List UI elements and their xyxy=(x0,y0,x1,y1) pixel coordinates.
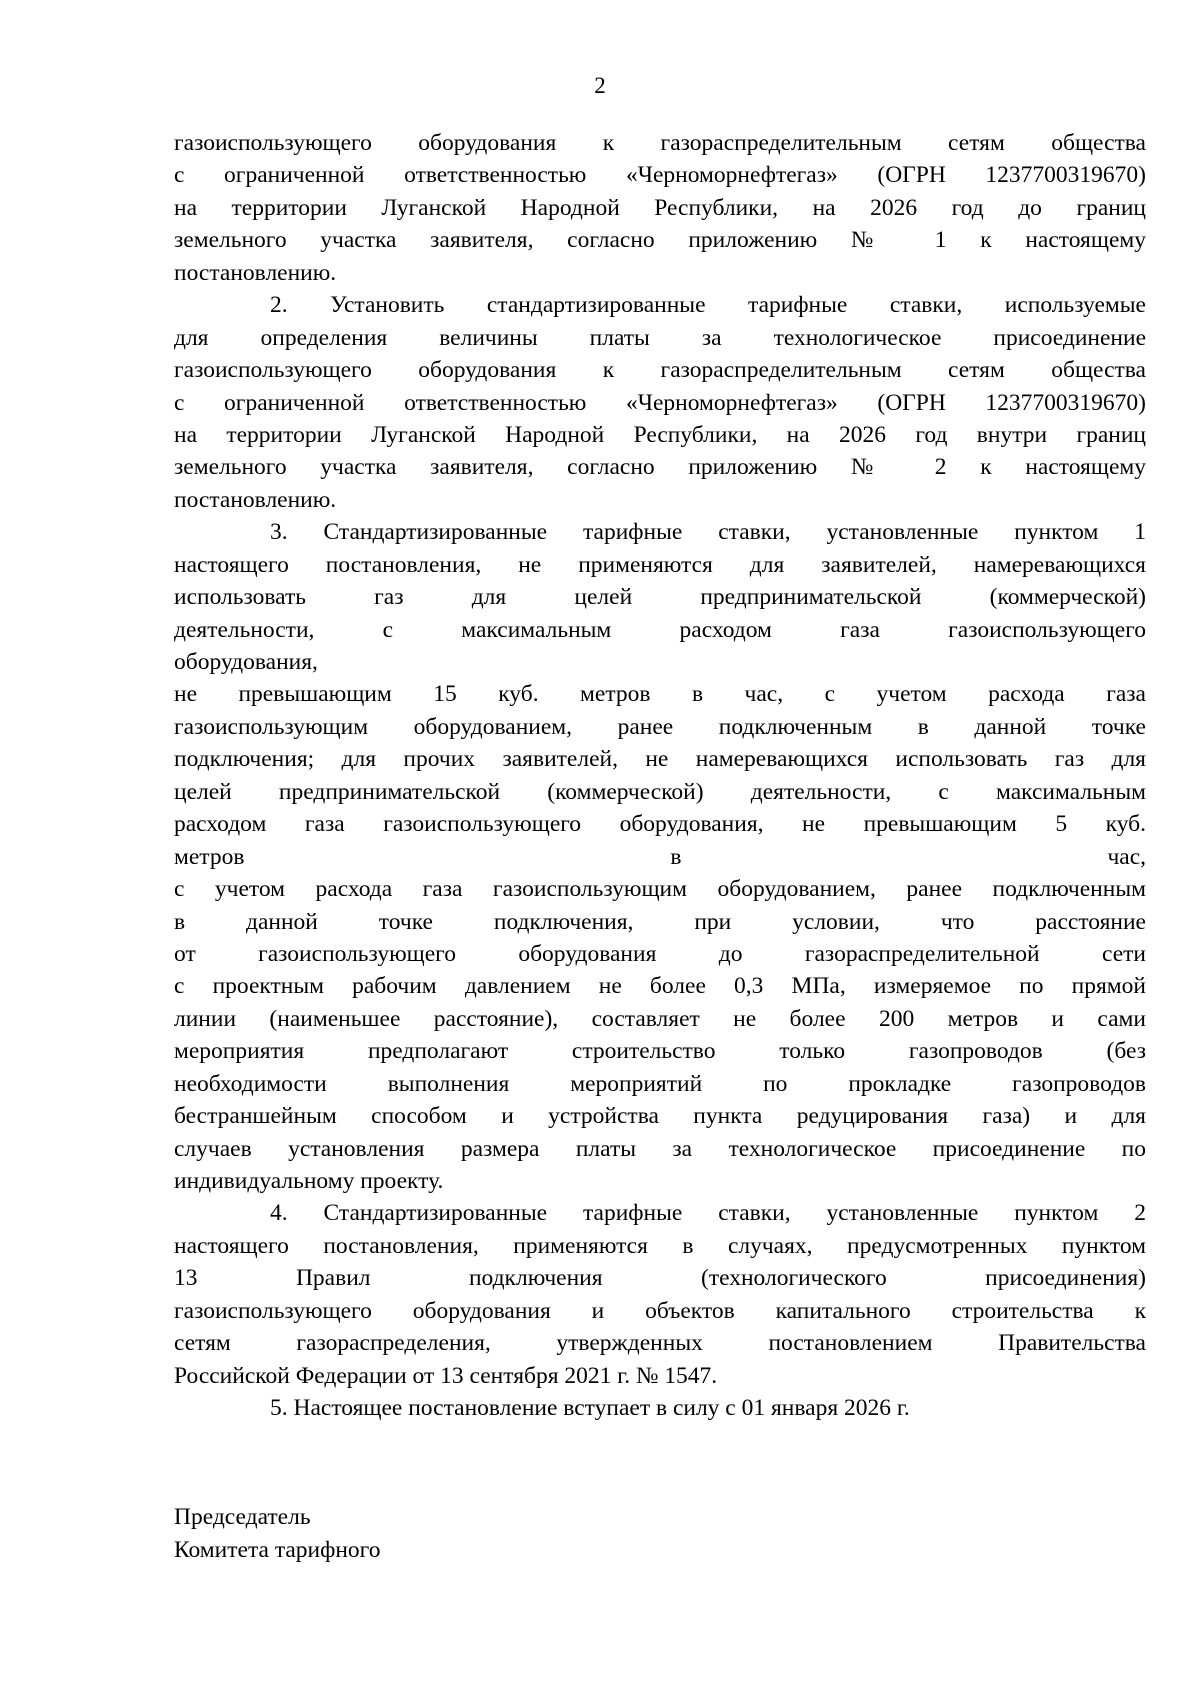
text-line: с ограниченной ответственностью «Черноморнефтегаз» (ОГРН 1237700319670) xyxy=(174,162,1146,189)
signature-block xyxy=(174,1501,381,1566)
text-line: оборудования, xyxy=(174,649,318,675)
text-line: деятельности, с максимальным расходом газа газоиспользующего xyxy=(174,616,1146,643)
text-line: мероприятия предполагают строительство только газопроводов (без xyxy=(174,1038,1146,1065)
text-line: индивидуальному проекту. xyxy=(174,1168,444,1194)
text-line: целей предпринимательской (коммерческой) деятельности, с максимальным xyxy=(174,778,1146,805)
paragraph-3-start: 3. Стандартизированные тарифные ставки, установленные пунктом 1 xyxy=(270,519,1146,546)
text-line: расходом газа газоиспользующего оборудования, не превышающим 5 куб. xyxy=(174,811,1146,838)
paragraph-4-start: 4. Стандартизированные тарифные ставки, установленные пунктом 2 xyxy=(270,1200,1146,1227)
text-line: Российской Федерации от 13 сентября 2021 г. № 1547. xyxy=(174,1362,718,1389)
text-line: постановлению. xyxy=(174,259,337,286)
text-line: с проектным рабочим давлением не более 0,3 МПа, измеряемое по прямой xyxy=(174,973,1146,1000)
signature-title: Председатель xyxy=(174,1504,311,1530)
text-line: постановлению. xyxy=(174,486,337,513)
body-text xyxy=(174,127,1146,1425)
text-line: газоиспользующего оборудования и объектов капитального строительства к xyxy=(174,1297,1146,1324)
text-line: от газоиспользующего оборудования до газораспределительной сети xyxy=(174,940,1146,967)
text-line: настоящего постановления, применяются в случаях, предусмотренных пунктом xyxy=(174,1232,1146,1259)
text-line: с учетом расхода газа газоиспользующим оборудованием, ранее подключенным xyxy=(174,876,1146,903)
text-line: случаев установления размера платы за технологическое присоединение по xyxy=(174,1135,1146,1162)
text-line: использовать газ для целей предпринимательской (коммерческой) xyxy=(174,584,1146,611)
text-line: на территории Луганской Народной Республики, на 2026 год до границ xyxy=(174,194,1146,221)
signature-organization: Комитета тарифного xyxy=(174,1536,381,1563)
text-line: сетям газораспределения, утвержденных постановлением Правительства xyxy=(174,1330,1146,1357)
text-line: газоиспользующим оборудованием, ранее подключенным в данной точке xyxy=(174,713,1146,740)
text-line: на территории Луганской Народной Республики, на 2026 год внутри границ xyxy=(174,421,1146,448)
page-number: 2 xyxy=(594,73,606,98)
paragraph-2-start: 2. Установить стандартизированные тарифные ставки, используемые xyxy=(270,292,1146,319)
text-line: подключения; для прочих заявителей, не намеревающихся использовать газ для xyxy=(174,746,1146,773)
text-line: необходимости выполнения мероприятий по прокладке газопроводов xyxy=(174,1070,1146,1097)
text-line: для определения величины платы за технологическое присоединение xyxy=(174,324,1146,351)
text-line: бестраншейным способом и устройства пункта редуцирования газа) и для xyxy=(174,1103,1146,1130)
text-line: в данной точке подключения, при условии, что расстояние xyxy=(174,908,1146,935)
text-line: 13 Правил подключения (технологического присоединения) xyxy=(174,1265,1146,1292)
text-line: не превышающим 15 куб. метров в час, с учетом расхода газа xyxy=(174,681,1146,708)
paragraph-5: 5. Настоящее постановление вступает в силу с 01 января 2026 г. xyxy=(270,1395,910,1422)
text-line: с ограниченной ответственностью «Черноморнефтегаз» (ОГРН 1237700319670) xyxy=(174,389,1146,416)
text-line: линии (наименьшее расстояние), составляет не более 200 метров и сами xyxy=(174,1005,1146,1032)
text-line: земельного участка заявителя, согласно приложению № 1 к настоящему xyxy=(174,227,1146,254)
text-line: газоиспользующего оборудования к газораспределительным сетям общества xyxy=(174,130,1146,156)
text-line: настоящего постановления, не применяются для заявителей, намеревающихся xyxy=(174,551,1146,578)
text-line: газоиспользующего оборудования к газораспределительным сетям общества xyxy=(174,357,1146,384)
text-line: метров в час, xyxy=(174,843,1146,870)
text-line: земельного участка заявителя, согласно приложению № 2 к настоящему xyxy=(174,454,1146,481)
